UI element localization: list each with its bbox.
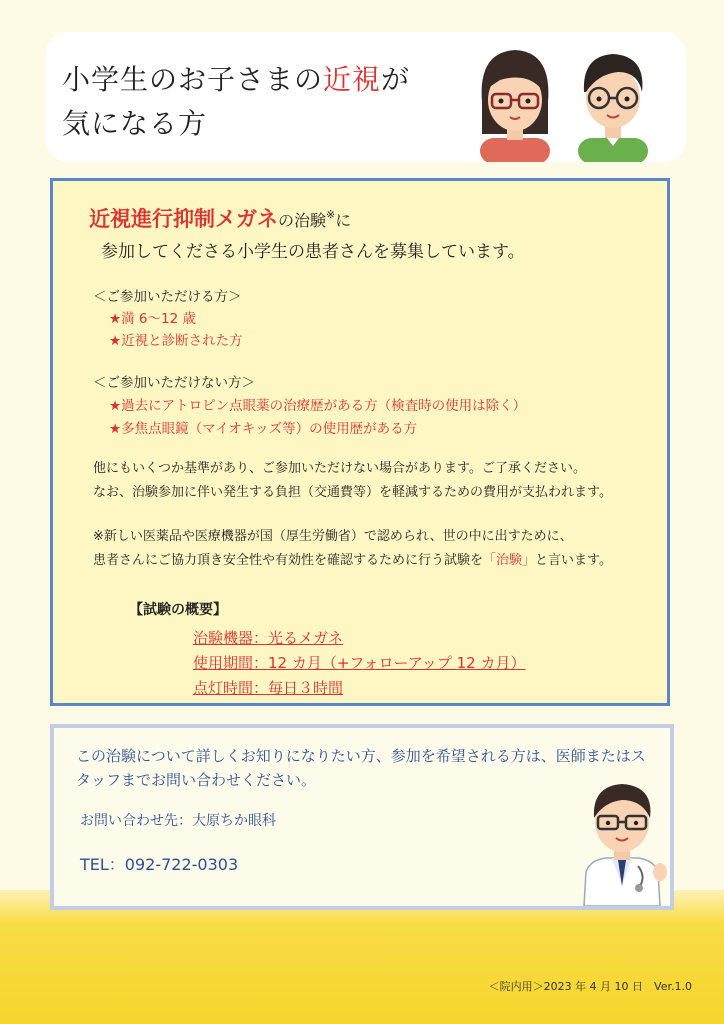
definition-text: ※新しい医薬品や医療機器が国（厚生労働省）で認められ、世の中に出すために、 患者さんにご協力頂き安全性や有効性を確認するために行う試験を「治験」と言います。 <box>93 529 612 568</box>
header-card <box>46 32 686 162</box>
recruitment-panel <box>50 178 670 706</box>
notice-text: 他にもいくつか基準があり、ご参加いただけない場合があります。ご了承ください。 なお、治験参加に伴い発生する負担（交通費等）を軽減するための費用が支払われます。 <box>93 461 612 500</box>
contact-panel <box>50 724 674 910</box>
summary-item-period: 使用期間：12 カ月（+フォローアップ 12 カ月） <box>193 654 526 672</box>
ineligible-heading: ＜ご参加いただけない方＞ <box>93 375 255 391</box>
contact-phone: TEL：092-722-0303 <box>80 855 239 874</box>
headline: 近視進行抑制メガネの治験※に <box>89 207 352 231</box>
bottom-yellow-band <box>0 890 724 1024</box>
doctor-icon <box>576 776 668 906</box>
page-title: 小学生のお子さまの近視が 気になる方 <box>62 63 411 140</box>
headline-subtitle: 参加してくださる小学生の患者さんを募集しています。 <box>101 242 525 262</box>
title-highlight: 近視 <box>323 63 382 96</box>
woman-with-glasses-icon <box>470 42 560 162</box>
ineligible-item: ★過去にアトロピン点眼薬の治療歴がある方（検査時の使用は除く） <box>109 398 527 414</box>
eligible-heading: ＜ご参加いただける方＞ <box>93 289 242 305</box>
version-footer: ＜院内用＞2023 年 4 月 10 日 Ver.1.0 <box>488 980 692 993</box>
summary-heading: 【試験の概要】 <box>129 602 227 618</box>
eligible-item: ★近視と診断された方 <box>109 333 243 349</box>
eligible-item: ★満 6～12 歳 <box>109 311 196 327</box>
man-with-glasses-icon <box>568 42 658 162</box>
summary-item-device: 治験機器：光るメガネ <box>193 629 344 647</box>
ineligible-item: ★多焦点眼鏡（マイオキッズ等）の使用歴がある方 <box>109 421 418 437</box>
contact-description: この治験について詳しくお知りになりたい方、参加を希望される方は、医師またはスタッフまでお問い合わせください。 <box>76 747 646 789</box>
contact-clinic: お問い合わせ先：大原ちか眼科 <box>80 813 276 829</box>
summary-item-hours: 点灯時間：毎日３時間 <box>193 679 344 697</box>
